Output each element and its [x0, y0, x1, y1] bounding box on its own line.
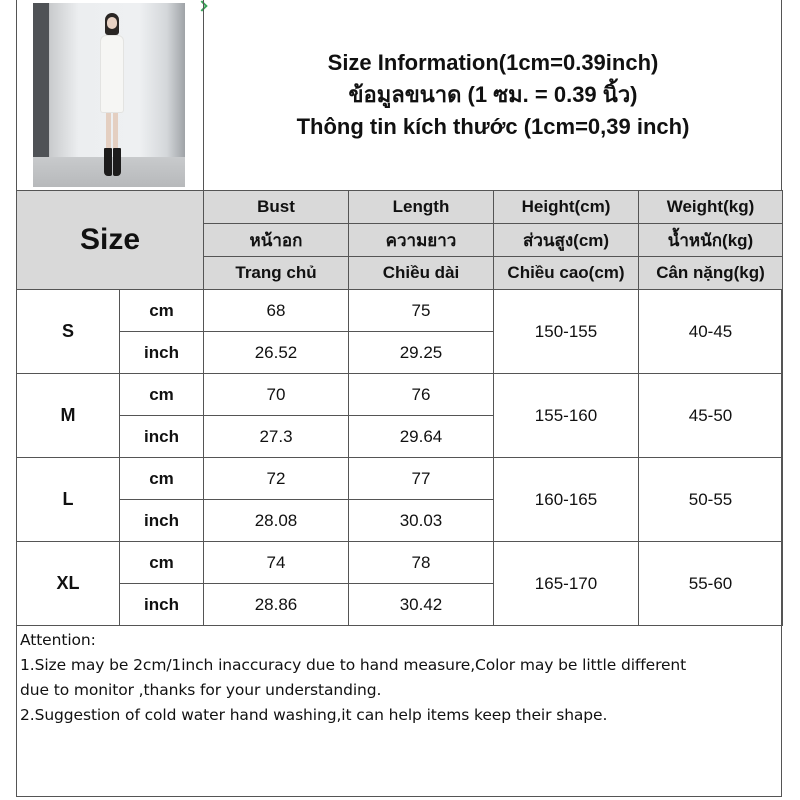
model-boot-right — [113, 148, 121, 176]
length-inch-cell: 30.03 — [349, 500, 494, 542]
height-cell: 150-155 — [494, 290, 639, 374]
unit-cell: inch — [120, 416, 204, 458]
height-cell: 155-160 — [494, 374, 639, 458]
model-leg-right — [113, 113, 118, 153]
col-header-height-vi: Chiều cao(cm) — [494, 257, 639, 290]
table-row — [17, 542, 783, 584]
col-header-weight-vi: Cân nặng(kg) — [639, 257, 783, 290]
bust-inch-cell: 28.86 — [204, 584, 349, 626]
unit-cell: cm — [120, 458, 204, 500]
title-line-vi: Thông tin kích thước (1cm=0,39 inch) — [296, 114, 690, 139]
size-info-title — [203, 0, 782, 190]
col-header-weight-th: น้ำหนัก(kg) — [639, 224, 783, 257]
col-header-bust-en: Bust — [204, 191, 349, 224]
note-line: 2.Suggestion of cold water hand washing,it can help items keep their shape. — [20, 706, 608, 724]
weight-cell: 45-50 — [639, 374, 783, 458]
product-photo — [33, 3, 185, 187]
height-cell: 160-165 — [494, 458, 639, 542]
model-dress — [100, 35, 124, 113]
length-inch-cell: 30.42 — [349, 584, 494, 626]
col-header-bust-th: หน้าอก — [204, 224, 349, 257]
length-cm-cell: 78 — [349, 542, 494, 584]
attention-heading: Attention: — [20, 631, 96, 649]
title-line-th: ข้อมูลขนาด (1 ซม. = 0.39 นิ้ว) — [348, 82, 638, 107]
photo-model — [97, 13, 127, 179]
size-cell: S — [17, 290, 120, 374]
table-row — [17, 458, 783, 500]
model-boot-left — [104, 148, 112, 176]
col-header-length-vi: Chiều dài — [349, 257, 494, 290]
height-cell: 165-170 — [494, 542, 639, 626]
length-inch-cell: 29.64 — [349, 416, 494, 458]
unit-cell: inch — [120, 332, 204, 374]
weight-cell: 50-55 — [639, 458, 783, 542]
size-table — [16, 190, 783, 626]
weight-cell: 55-60 — [639, 542, 783, 626]
bust-cm-cell: 74 — [204, 542, 349, 584]
col-header-weight-en: Weight(kg) — [639, 191, 783, 224]
size-cell: L — [17, 458, 120, 542]
photo-door — [33, 3, 49, 163]
size-cell: XL — [17, 542, 120, 626]
bust-inch-cell: 26.52 — [204, 332, 349, 374]
model-face — [107, 17, 117, 29]
size-header: Size — [17, 191, 204, 290]
unit-cell: cm — [120, 542, 204, 584]
model-leg-left — [106, 113, 111, 153]
unit-cell: cm — [120, 374, 204, 416]
bust-inch-cell: 27.3 — [204, 416, 349, 458]
note-line: 1.Size may be 2cm/1inch inaccuracy due to hand measure,Color may be little different — [20, 656, 687, 674]
col-header-length-en: Length — [349, 191, 494, 224]
bust-inch-cell: 28.08 — [204, 500, 349, 542]
col-header-height-en: Height(cm) — [494, 191, 639, 224]
attention-notes — [20, 628, 780, 728]
col-header-height-th: ส่วนสูง(cm) — [494, 224, 639, 257]
table-row — [17, 374, 783, 416]
length-inch-cell: 29.25 — [349, 332, 494, 374]
table-row — [17, 290, 783, 332]
unit-cell: inch — [120, 584, 204, 626]
col-header-bust-vi: Trang chủ — [204, 257, 349, 290]
unit-cell: inch — [120, 500, 204, 542]
title-line-en: Size Information(1cm=0.39inch) — [327, 50, 659, 75]
bust-cm-cell: 70 — [204, 374, 349, 416]
unit-cell: cm — [120, 290, 204, 332]
bust-cm-cell: 72 — [204, 458, 349, 500]
length-cm-cell: 77 — [349, 458, 494, 500]
length-cm-cell: 75 — [349, 290, 494, 332]
note-line: due to monitor ,thanks for your understanding. — [20, 681, 382, 699]
weight-cell: 40-45 — [639, 290, 783, 374]
size-cell: M — [17, 374, 120, 458]
col-header-length-th: ความยาว — [349, 224, 494, 257]
length-cm-cell: 76 — [349, 374, 494, 416]
bust-cm-cell: 68 — [204, 290, 349, 332]
